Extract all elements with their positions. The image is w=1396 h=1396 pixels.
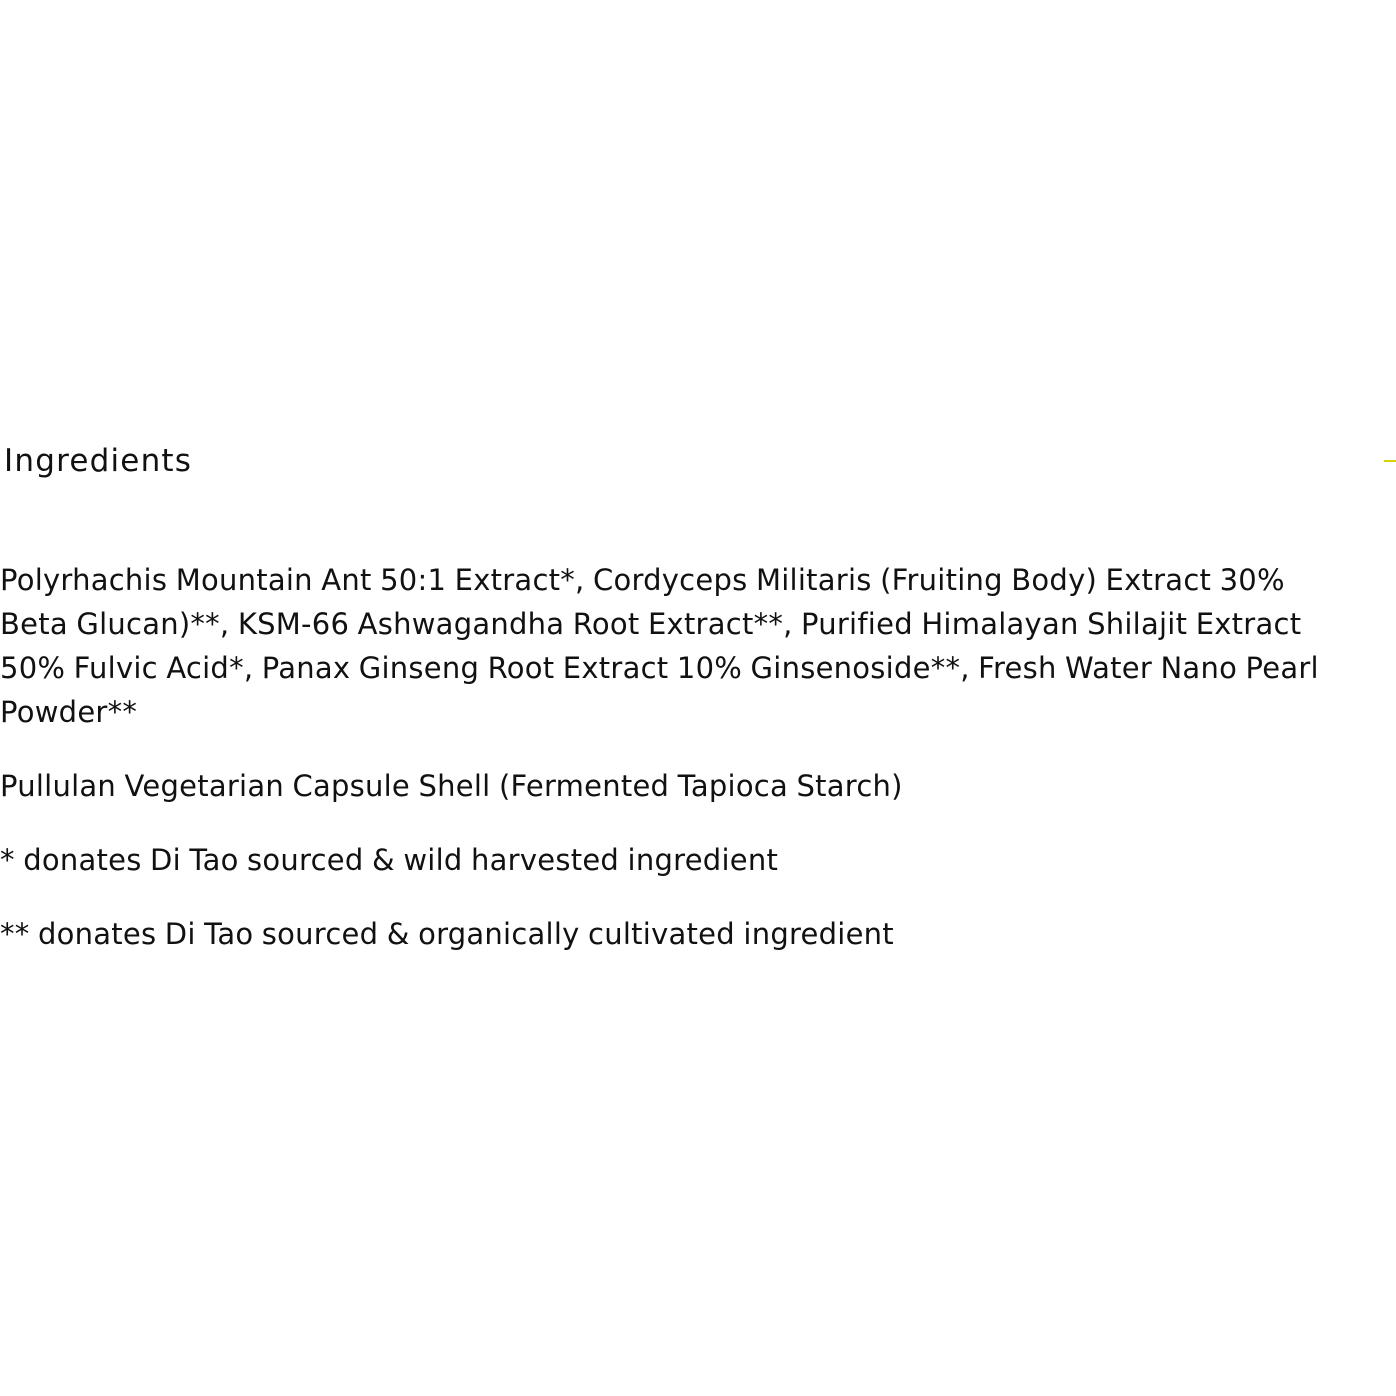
ingredients-list — [0, 558, 1396, 734]
ingredients-content — [0, 558, 1396, 956]
ingredients-line: Polyrhachis Mountain Ant 50:1 Extract*, Cordyceps Militaris (Fruiting Body) Extract 30% — [0, 563, 1285, 597]
capsule-text: Pullulan Vegetarian Capsule Shell (Fermented Tapioca Starch) — [0, 769, 903, 803]
wild-harvested-note: * donates Di Tao sourced & wild harvested ingredient — [0, 843, 779, 877]
ingredients-line: Beta Glucan)**, KSM-66 Ashwagandha Root Extract**, Purified Himalayan Shilajit Extract — [0, 607, 1302, 641]
minus-icon[interactable] — [1384, 460, 1396, 462]
ingredients-accordion-header[interactable] — [0, 436, 1396, 486]
ingredients-line: Powder** — [0, 695, 138, 729]
ingredients-line: 50% Fulvic Acid*, Panax Ginseng Root Extract 10% Ginsenoside**, Fresh Water Nano Pearl — [0, 651, 1319, 685]
ingredients-title: Ingredients — [4, 443, 193, 479]
ingredients-accordion — [0, 436, 1396, 951]
organic-cultivated-note: ** donates Di Tao sourced & organically cultivated ingredient — [0, 917, 894, 951]
